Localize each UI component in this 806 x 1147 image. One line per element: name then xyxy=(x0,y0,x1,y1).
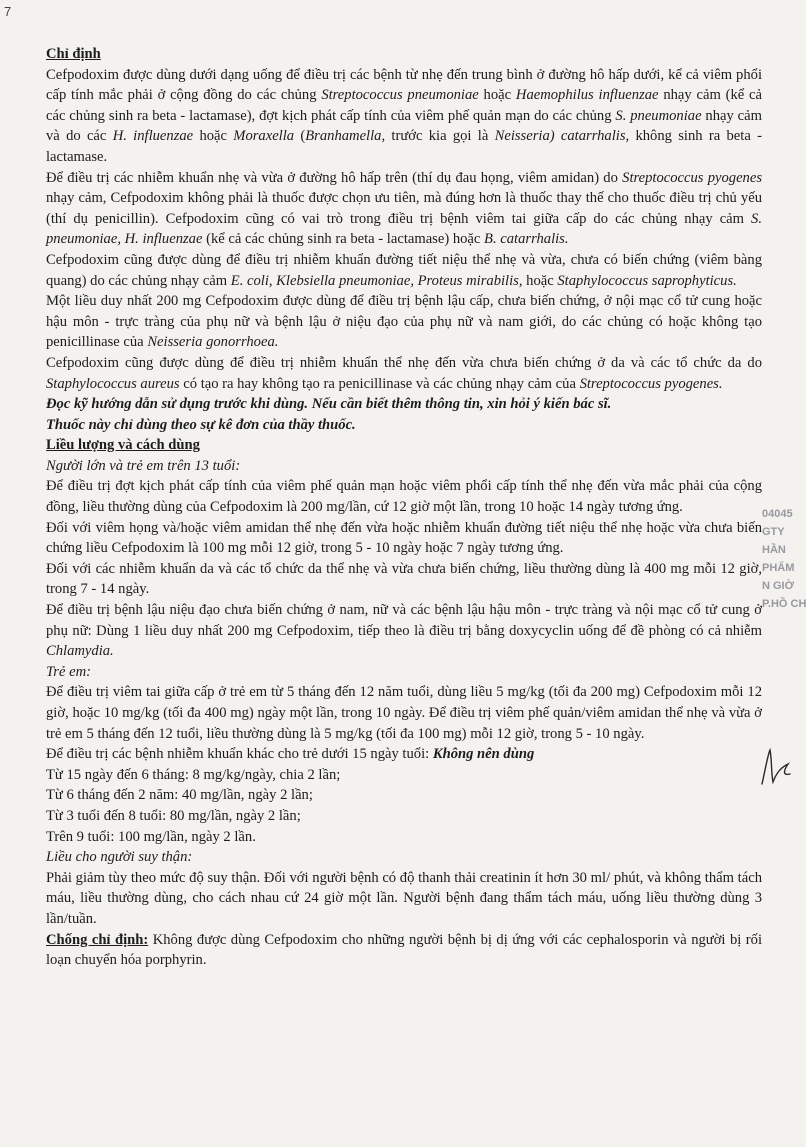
dose-line-over-9years: Trên 9 tuổi: 100 mg/lần, ngày 2 lần. xyxy=(46,828,256,845)
not-recommended-label: Không nên dùng xyxy=(432,746,535,763)
paragraph-indications-gonorrhea xyxy=(46,291,762,353)
section-heading-indications: Chỉ định xyxy=(46,46,101,62)
stamp-line: 04045 xyxy=(762,508,793,520)
text-run: Để điều trị các bệnh nhiễm khuẩn khác cho trẻ dưới 15 ngày tuổi: xyxy=(46,746,433,763)
stamp-line: HẦN xyxy=(762,544,786,556)
text-run: ( xyxy=(294,128,306,145)
warning-prescription-only: Thuốc này chỉ dùng theo sự kê đơn của thầy thuốc. xyxy=(46,416,356,433)
text-run: hoặc xyxy=(193,128,234,145)
italic-species: Haemophilus influenzae xyxy=(515,87,659,104)
stamp-line: N GIỜ xyxy=(762,580,794,592)
company-stamp-partial xyxy=(762,505,806,745)
section-heading-dosage: Liều lượng và cách dùng xyxy=(46,437,200,454)
text-run: Cefpodoxim cũng được dùng để điều trị nhiễm khuẩn thể nhẹ đến vừa chưa biến chứng ở da và các tổ chức da do xyxy=(46,354,762,371)
italic-species: S. pneumoniae, H. influenzae xyxy=(46,210,762,248)
paragraph-dosage-otitis: Để điều trị viêm tai giữa cấp ở trẻ em từ 5 tháng đến 12 năm tuổi, dùng liều 5 mg/kg (tối đa 200 mg) Cefpodoxim mỗi 12 giờ, hoặc 10 mg/kg (tối đa 400 mg) ngày một lần, trong 10 ngày. Để điều trị viêm phế quản/viêm amidan thể nhẹ và vừa ở trẻ em 5 tháng đến 12 tuổi, liều thường dùng là 5 mg/kg (tối đa 100 mg) mỗi 12 giờ, trong 5 - 10 ngày. xyxy=(46,684,762,742)
subheading-renal: Liều cho người suy thận: xyxy=(46,849,193,866)
warning-read-instructions: Đọc kỹ hướng dẫn sử dụng trước khi dùng. Nếu cần biết thêm thông tin, xin hỏi ý kiến bác sĩ. xyxy=(46,396,612,413)
section-heading-contraindications: Chống chỉ định: xyxy=(46,931,149,948)
italic-species: Streptococcus pyogenes xyxy=(622,169,762,186)
italic-species: catarrhalis, xyxy=(560,128,630,145)
paragraph-dosage-gonorrhea xyxy=(46,600,762,662)
paragraph-dosage-pharyngitis: Đối với viêm họng và/hoặc viêm amidan thể nhẹ đến vừa hoặc nhiễm khuẩn đường tiết niệu thể nhẹ hoặc vừa chưa biến chứng liều Cefpodoxim là 100 mg mỗi 12 giờ, trong 5 - 10 ngày hoặc 7 ngày tương ứng. xyxy=(46,519,762,557)
handwritten-signature xyxy=(758,746,794,788)
italic-species: E. coli, Klebsiella pneumoniae, Proteus mirabilis, xyxy=(230,272,523,289)
dose-line-3-8years: Từ 3 tuổi đến 8 tuổi: 80 mg/lần, ngày 2 lần; xyxy=(46,807,301,824)
text-run: hoặc xyxy=(522,272,558,289)
text-run: nhạy cảm, Cefpodoxim không phải là thuốc được chọn ưu tiên, mà đúng hơn là thuốc thay thế cho thuốc điều trị chủ yếu (thí dụ penicillin). Cefpodoxim cũng có vai trò trong điều trị bệnh viêm tai giữa cấp do các chủng nhạy cảm xyxy=(46,190,762,227)
italic-species: Streptococcus pyogenes. xyxy=(579,375,723,392)
paragraph-dosage-skin: Đối với các nhiễm khuẩn da và các tổ chức da thể nhẹ và vừa chưa biến chứng, liều thường dùng là 400 mg mỗi 12 giờ, trong 7 - 14 ngày. xyxy=(46,560,762,598)
text-run: Để điều trị các nhiễm khuẩn nhẹ và vừa ở đường hô hấp trên (thí dụ đau họng, viêm amidan) do xyxy=(46,169,623,186)
italic-species: Streptococcus pneumoniae xyxy=(321,87,479,104)
italic-species: Staphylococcus saprophyticus. xyxy=(557,272,737,289)
text-run: Để điều trị bệnh lậu niệu đạo chưa biến chứng ở nam, nữ và các bệnh lậu hậu môn - trực tràng và nội mạc cổ tử cung ở phụ nữ: Dùng 1 liều duy nhất 200 mg Cefpodoxim, tiếp theo là điều trị bằng doxycyclin uống để đề phòng có cả nhiễm xyxy=(46,602,762,639)
italic-species: H. influenzae xyxy=(112,128,194,145)
paragraph-contraindications xyxy=(46,930,762,971)
italic-species: Branhamella, xyxy=(305,128,386,145)
stamp-line: GTY xyxy=(762,526,785,538)
document-body xyxy=(46,44,762,971)
text-run: không sinh ra beta - lactamase. xyxy=(46,128,762,165)
paragraph-dosage-bronchitis: Để điều trị đợt kịch phát cấp tính của viêm phế quản mạn hoặc viêm phổi cấp tính thể nhẹ đến vừa mắc phải của cộng đồng, liều thường dùng của Cefpodoxim là 200 mg/lần, cứ 12 giờ một lần, trong 10 hoặc 14 ngày tương ứng. xyxy=(46,478,762,516)
dose-line-6months-2years: Từ 6 tháng đến 2 năm: 40 mg/lần, ngày 2 lần; xyxy=(46,787,313,804)
italic-species: Neisseria gonorrhoea. xyxy=(147,334,279,351)
paragraph-indications-lower-respiratory xyxy=(46,65,762,168)
text-run: nhạy cảm (kể cả các chủng sinh ra beta - lactamase), đợt kịch phát cấp tính của viêm phế quản mạn do các chủng xyxy=(46,87,762,124)
stamp-line: P.HỒ CH xyxy=(762,598,806,610)
italic-species: S. pneumoniae xyxy=(615,107,702,124)
subheading-children: Trẻ em: xyxy=(46,663,91,680)
text-run: Cefpodoxim được dùng dưới dạng uống để điều trị các bệnh từ nhẹ đến trung bình ở đường hô hấp dưới, kể cả viêm phổi cấp tính mắc phải ở cộng đồng do các chủng xyxy=(46,66,762,104)
italic-species: Staphylococcus aureus xyxy=(46,375,180,392)
paragraph-indications-upper-respiratory xyxy=(46,168,762,250)
italic-species: Moraxella xyxy=(233,128,295,145)
paragraph-dosage-infants xyxy=(46,744,762,765)
stamp-line: PHẨM xyxy=(762,562,795,574)
text-run: nhạy cảm và do các xyxy=(46,107,762,145)
paragraph-indications-urinary xyxy=(46,250,762,291)
text-run: Cefpodoxim cũng được dùng để điều trị nhiễm khuẩn đường tiết niệu thể nhẹ và vừa, chưa có biến chứng (viêm bàng quang) do các chủng nhạy cảm xyxy=(46,251,762,289)
text-run: Không được dùng Cefpodoxim cho những người bệnh bị dị ứng với các cephalosporin và người bị rối loạn chuyển hóa porphyrin. xyxy=(46,931,762,969)
text-run: hoặc xyxy=(478,87,516,104)
italic-species: Chlamydia. xyxy=(46,643,114,660)
text-run: trước kia gọi là xyxy=(385,128,495,145)
text-run: (kể cả các chủng sinh ra beta - lactamase) hoặc xyxy=(202,231,485,248)
italic-species: B. catarrhalis. xyxy=(484,231,569,248)
subheading-adults: Người lớn và trẻ em trên 13 tuổi: xyxy=(46,457,241,474)
italic-species: Neisseria) xyxy=(494,128,555,145)
text-run: có tạo ra hay không tạo ra penicillinase và các chủng nhạy cảm của xyxy=(179,375,580,392)
text-run: Một liều duy nhất 200 mg Cefpodoxim được dùng để điều trị bệnh lậu cấp, chưa biến chứng, ở nội mạc cổ tử cung hoặc hậu môn - trực tràng của phụ nữ và bệnh lậu ở niệu đạo của phụ nữ và nam giới, do các chủng có hoặc không tạo penicillinase của xyxy=(46,293,762,351)
paragraph-indications-skin xyxy=(46,353,762,394)
paragraph-dosage-renal: Phải giảm tùy theo mức độ suy thận. Đối với người bệnh có độ thanh thải creatinin ít hơn 30 ml/ phút, và không thẩm tách máu, liều thường dùng, cho cách nhau cứ 24 giờ một lần. Người bệnh đang thẩm tách máu, uống liều thường dùng 3 lần/tuần. xyxy=(46,869,762,927)
page-corner-mark: 7 xyxy=(4,4,12,19)
dose-line-15days-6months: Từ 15 ngày đến 6 tháng: 8 mg/kg/ngày, chia 2 lần; xyxy=(46,766,341,783)
